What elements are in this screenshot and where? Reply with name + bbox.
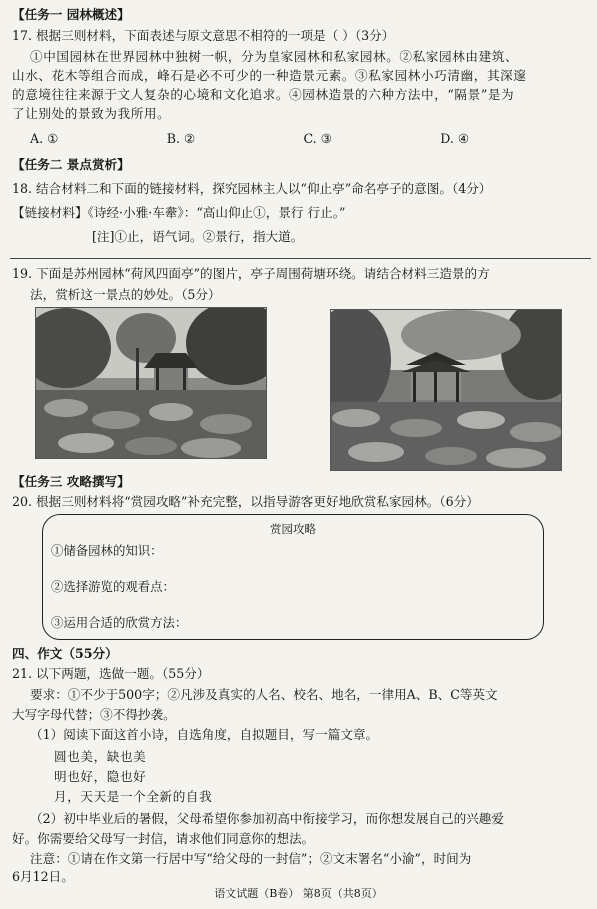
- essay-prompt-2-line-1: （2）初中毕业后的暑假，父母希望你参加初高中衔接学习，而你想发展自己的兴趣爱: [30, 811, 504, 826]
- page-footer: 语文试题（B卷） 第8页（共8页）: [214, 887, 383, 900]
- q17-paragraph-line-3: 的意境往往来源于文人复杂的心境和文化追求。④园林造景的六种方法中，“隔景”是为: [12, 87, 515, 102]
- q17-paragraph-line-1: ①中国园林在世界园林中独树一帜，分为皇家园林和私家园林。②私家园林由建筑、: [30, 49, 519, 64]
- option-c: C. ③: [303, 131, 332, 146]
- essay-requirement-line-2: 大写字母代替；③不得抄袭。: [12, 707, 176, 722]
- question-20: 20. 根据三则材料将“赏园攻略”补充完整，以指导游客更好地欣赏私家园林。（6分）: [12, 494, 479, 509]
- task1-heading: 【任务一 园林概述】: [12, 7, 130, 22]
- strategy-box: [42, 514, 544, 640]
- divider: [10, 258, 591, 259]
- essay-prompt-2-line-2: 好。你需要给父母写一封信，请求他们同意你的想法。: [12, 831, 315, 846]
- link-note: [注]①止，语气词。②景行，指大道。: [92, 229, 304, 244]
- strategy-item-2: ②选择游览的观看点：: [51, 579, 175, 594]
- poem-line-3: 月，天天是一个全新的自我: [54, 789, 213, 804]
- essay-note-line-1: 注意：①请在作文第一行居中写“给父母的一封信”；②文末署名“小渝”，时间为: [30, 851, 472, 866]
- q17-options: [30, 131, 577, 146]
- task3-heading: 【任务三 攻略撰写】: [12, 474, 130, 489]
- question-17: 17. 根据三则材料，下面表述与原文意思不相符的一项是（ ）（3分）: [12, 28, 395, 43]
- link-material: 【链接材料】《诗经·小雅·车舝》：“高山仰止①，景行 行止。”: [12, 205, 346, 220]
- pavilion-photo-left: [35, 307, 267, 459]
- essay-requirement-line-1: 要求：①不少于500字；②凡涉及真实的人名、校名、地名，一律用A、B、C等英文: [30, 687, 498, 702]
- q17-paragraph-line-2: 山水、花木等组合而成，峰石是必不可少的一种造景元素。③私家园林小巧清幽，其深邃: [12, 68, 527, 83]
- strategy-box-title: 赏园攻略: [270, 522, 316, 536]
- essay-prompt-1: （1）阅读下面这首小诗，自选角度，自拟题目，写一篇文章。: [30, 727, 379, 742]
- strategy-item-1: ①储备园林的知识：: [51, 543, 163, 558]
- question-18: 18. 结合材料二和下面的链接材料，探究园林主人以“仰止亭”命名亭子的意图。（4分）: [12, 181, 492, 196]
- option-a: A. ①: [30, 131, 59, 146]
- poem-line-1: 圆也美，缺也美: [54, 749, 147, 764]
- pavilion-photo-right: [330, 309, 562, 471]
- strategy-item-3: ③运用合适的欣赏方法：: [51, 615, 188, 630]
- q17-paragraph-line-4: 了让别处的景致为我所用。: [12, 106, 171, 121]
- question-19-line-2: 法，赏析这一景点的妙处。（5分）: [30, 287, 221, 302]
- essay-note-line-2: 6月12日。: [12, 869, 74, 884]
- question-21: 21. 以下两题，选做一题。（55分）: [12, 666, 210, 681]
- question-19-line-1: 19. 下面是苏州园林“荷风四面亭”的图片，亭子周围荷塘环绕。请结合材料三造景的方: [12, 266, 490, 281]
- essay-heading: 四、作文（55分）: [12, 646, 118, 661]
- option-d: D. ④: [440, 131, 470, 146]
- poem-line-2: 明也好，隐也好: [54, 769, 147, 784]
- option-b: B. ②: [166, 131, 196, 146]
- task2-heading: 【任务二 景点赏析】: [12, 157, 130, 172]
